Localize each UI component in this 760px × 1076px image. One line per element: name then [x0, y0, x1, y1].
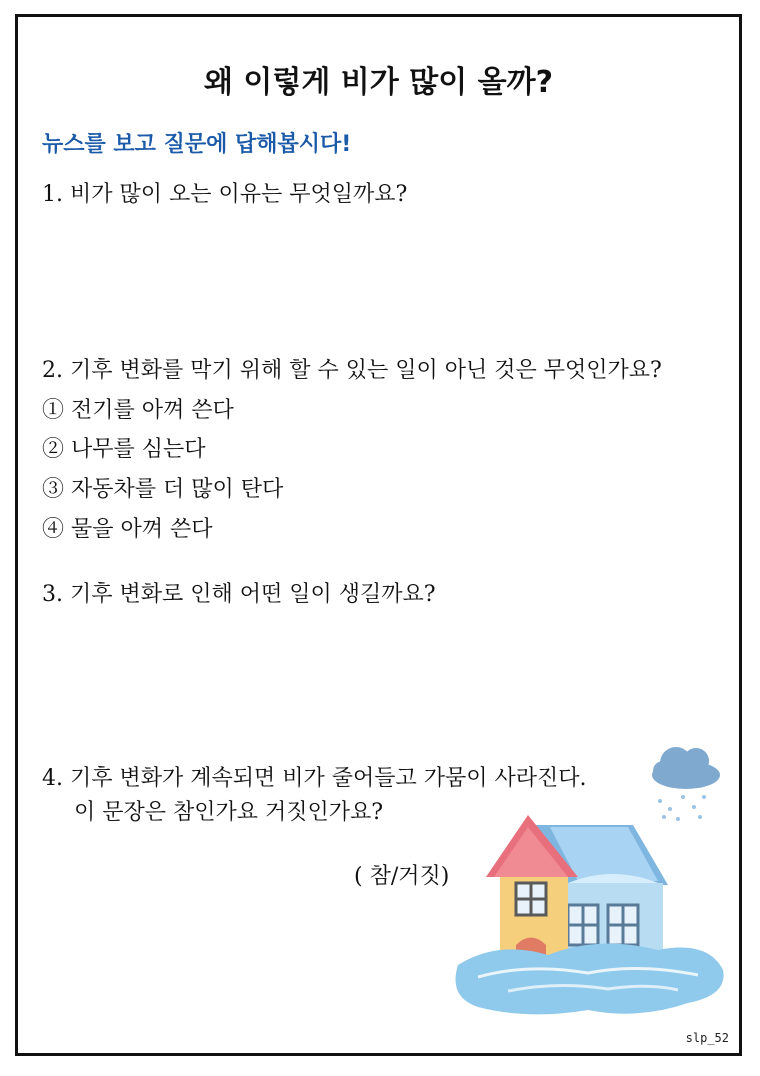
question-2-option-1: ① 전기를 아껴 쓴다 — [42, 398, 234, 423]
question-4-line-1: 4. 기후 변화가 계속되면 비가 줄어들고 가뭄이 사라진다. — [42, 766, 587, 791]
worksheet-page — [15, 14, 742, 1056]
question-3: 3. 기후 변화로 인해 어떤 일이 생길까요? — [42, 582, 436, 607]
footer-code: slp_52 — [685, 1031, 729, 1045]
question-4-answer-choice: ( 참/거짓) — [354, 864, 450, 889]
question-2-option-4: ④ 물을 아껴 쓴다 — [42, 517, 213, 542]
question-1: 1. 비가 많이 오는 이유는 무엇일까요? — [42, 182, 408, 207]
question-2-option-2: ② 나무를 심는다 — [42, 437, 206, 462]
question-4-line-2: 이 문장은 참인가요 거짓인가요? — [74, 800, 384, 825]
page-title: 왜 이렇게 비가 많이 올까? — [204, 65, 553, 100]
instruction-subtitle: 뉴스를 보고 질문에 답해봅시다! — [42, 132, 352, 157]
question-2: 2. 기후 변화를 막기 위해 할 수 있는 일이 아닌 것은 무엇인가요? — [42, 358, 662, 383]
rain-cloud-icon — [652, 747, 720, 821]
question-2-option-3: ③ 자동차를 더 많이 탄다 — [42, 477, 284, 502]
flooded-house-icon — [438, 735, 738, 1025]
